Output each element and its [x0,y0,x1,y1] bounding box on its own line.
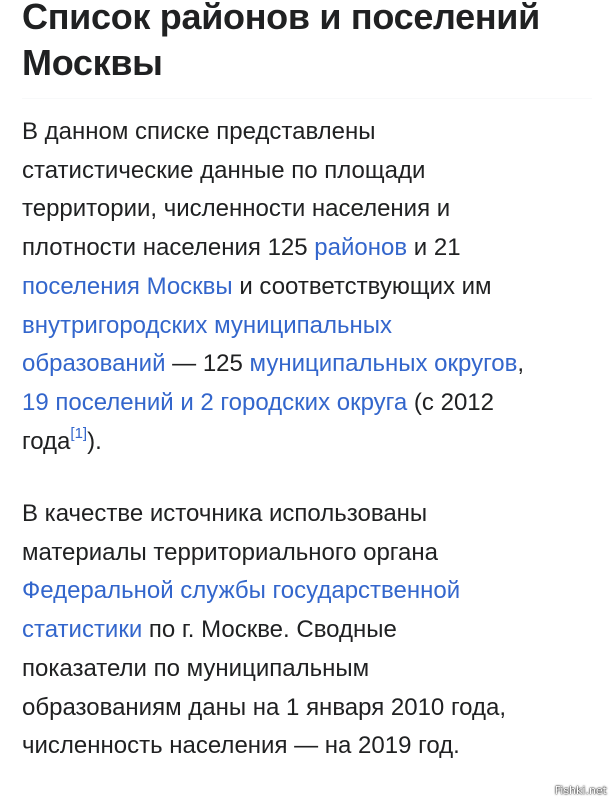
link-settlements-urban-districts[interactable]: 19 поселений и 2 городских округа [22,388,408,416]
text-line [22,384,597,423]
text-segment: — 125 [165,350,250,378]
link-settlements-moscow[interactable]: поселения Москвы [22,272,233,300]
text-line: показатели по муниципальным [22,654,370,682]
text-segment: , [517,350,525,378]
text-line [22,611,597,650]
text-segment: ). [87,427,102,455]
title-divider [22,98,592,99]
text-line [22,268,597,307]
text-line: территории, численности населения и [22,195,451,223]
text-line: статистические данные по площади [22,156,426,184]
link-intracity-municipal-1[interactable]: внутригородских муниципальных [22,311,393,339]
text-line [22,572,597,611]
text-line: В качестве источника использованы [22,500,428,527]
text-segment: и соответствующих им [232,272,492,300]
link-rosstat-1[interactable]: Федеральной службы государственной [22,577,461,605]
text-segment: плотности населения 125 [22,234,315,262]
link-districts[interactable]: районов [314,234,408,262]
watermark: Fishki.net [554,784,607,797]
footnote-ref-1[interactable]: [1] [70,424,88,442]
text-line: материалы территориального органа [22,538,438,566]
link-municipal-districts[interactable]: муниципальных округов [249,350,518,378]
text-segment: и 21 [407,234,461,262]
text-line: В данном списке представлены [22,118,376,145]
link-intracity-municipal-2[interactable]: образований [22,350,166,378]
intro-paragraph [22,113,597,461]
source-paragraph [22,495,597,766]
page-title-line-1: Список районов и поселений [22,0,540,37]
text-segment: по г. Москве. Сводные [142,616,397,644]
text-line [22,229,597,268]
page-title [22,0,540,86]
text-line [22,423,597,462]
text-line: численность населения — на 2019 год. [22,732,460,760]
text-line: образованиям даны на 1 января 2010 года, [22,693,507,721]
page-title-line-2: Москвы [22,42,163,83]
text-segment: года [22,427,71,455]
text-line [22,307,597,346]
link-rosstat-2[interactable]: статистики [22,616,143,644]
text-line [22,345,597,384]
text-segment: (с 2012 [407,388,494,416]
